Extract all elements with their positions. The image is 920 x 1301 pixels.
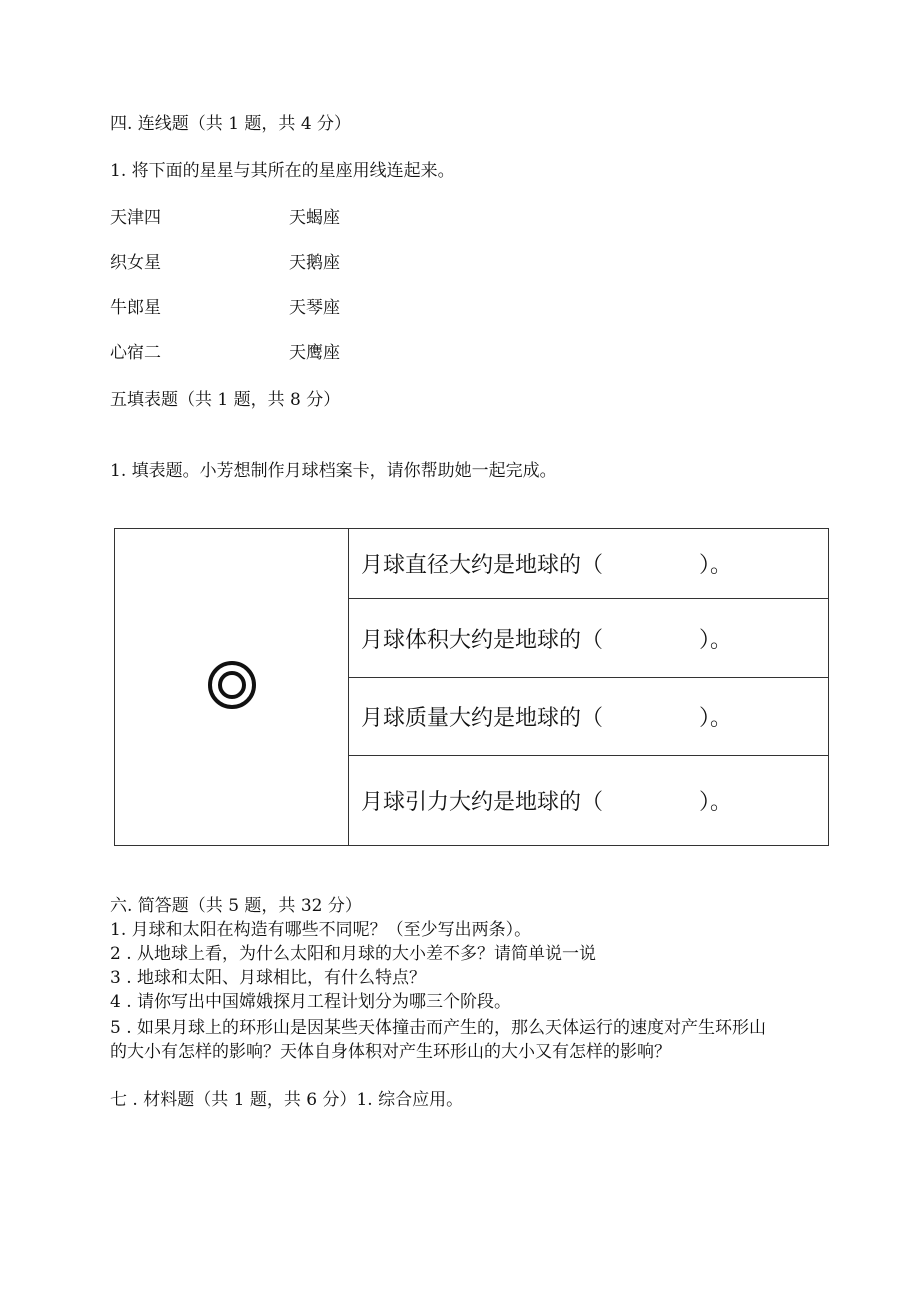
question-line: 的大小有怎样的影响？天体自身体积对产生环形山的大小又有怎样的影响？	[110, 1042, 671, 1062]
fact-close: ）。	[699, 790, 733, 815]
moon-fact-row	[349, 756, 829, 846]
moon-profile-table	[114, 528, 829, 846]
question-line: 1. 月球和太阳在构造有哪些不同呢？（至少写出两条）。	[110, 920, 532, 940]
moon-image-cell	[115, 529, 349, 846]
moon-fact-row	[349, 529, 829, 599]
fact-text: 月球体积大约是地球的（	[361, 627, 604, 653]
section4-title: 四. 连线题（共 1 题，共 4 分）	[110, 114, 352, 134]
fact-text: 月球直径大约是地球的（	[361, 553, 604, 578]
star-label: 牛郎星	[110, 298, 161, 318]
section6-title: 六. 简答题（共 5 题，共 32 分）	[110, 896, 362, 916]
question-line: 5 . 如果月球上的环形山是因某些天体撞击而产生的，那么天体运行的速度对产生环形山	[110, 1018, 767, 1038]
fact-close: ）。	[699, 627, 733, 653]
fact-text: 月球引力大约是地球的（	[361, 790, 604, 815]
moon-fact-row	[349, 599, 829, 678]
section5-question: 1. 填表题。小芳想制作月球档案卡，请你帮助她一起完成。	[110, 461, 557, 481]
moon-fact-row	[349, 678, 829, 756]
constellation-label: 天鹅座	[289, 253, 340, 273]
fact-close: ）。	[699, 706, 733, 731]
moon-icon	[208, 661, 256, 709]
section4-question: 1. 将下面的星星与其所在的星座用线连起来。	[110, 161, 455, 181]
constellation-label: 天琴座	[289, 298, 340, 318]
constellation-label: 天蝎座	[289, 208, 340, 228]
fact-close: ）。	[699, 553, 733, 578]
question-line: 3 . 地球和太阳、月球相比，有什么特点？	[110, 968, 427, 988]
constellation-label: 天鹰座	[289, 343, 340, 363]
star-label: 织女星	[110, 253, 161, 273]
star-label: 心宿二	[110, 343, 161, 363]
question-line: 4 . 请你写出中国嫦娥探月工程计划分为哪三个阶段。	[110, 992, 512, 1012]
star-label: 天津四	[110, 208, 161, 228]
fact-text: 月球质量大约是地球的（	[361, 706, 604, 731]
question-line: 2 . 从地球上看，为什么太阳和月球的大小差不多？请简单说一说	[110, 944, 597, 964]
section7-title: 七 . 材料题（共 1 题，共 6 分）1. 综合应用。	[110, 1090, 464, 1110]
section5-title: 五填表题（共 1 题，共 8 分）	[110, 390, 341, 410]
